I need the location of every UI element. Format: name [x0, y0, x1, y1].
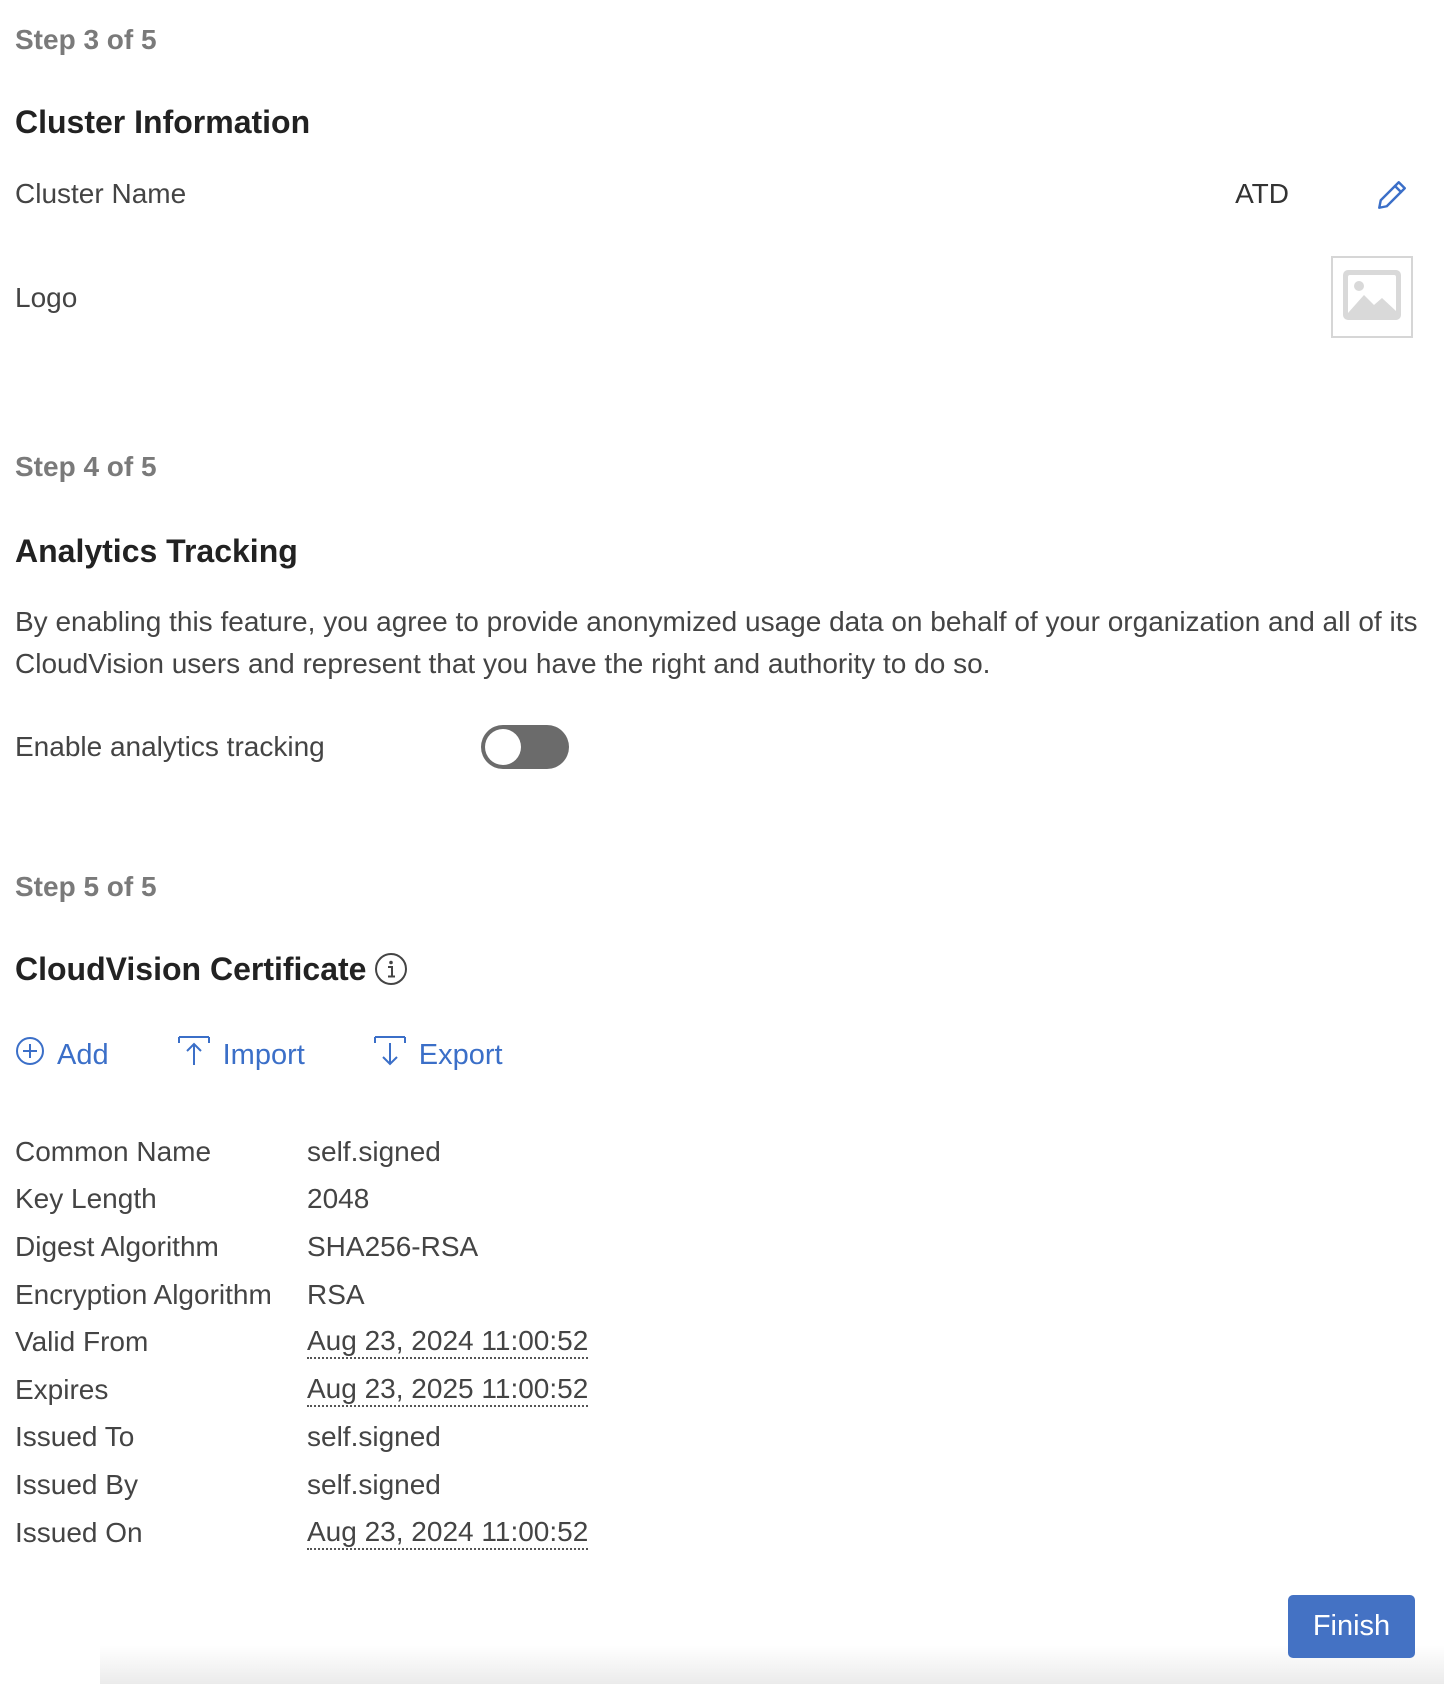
- cluster-name-value: ATD: [1235, 178, 1289, 209]
- cert-key: Key Length: [15, 1183, 157, 1215]
- cert-date-value[interactable]: Aug 23, 2024 11:00:52: [307, 1516, 588, 1550]
- cert-key: Digest Algorithm: [15, 1230, 219, 1262]
- cert-key: Encryption Algorithm: [15, 1278, 272, 1310]
- import-label: Import: [222, 1038, 305, 1071]
- cert-value: SHA256-RSA: [307, 1230, 479, 1262]
- cert-row-issued-on: [15, 1509, 588, 1557]
- export-certificate-button[interactable]: [373, 1035, 503, 1075]
- cert-key: Issued By: [15, 1468, 138, 1500]
- logo-label: Logo: [15, 282, 78, 313]
- pencil-icon[interactable]: [1374, 177, 1410, 213]
- cert-row-issued-by: [15, 1461, 588, 1509]
- cluster-information-title: Cluster Information: [15, 104, 311, 140]
- cert-value: self.signed: [307, 1468, 441, 1500]
- footer-shadow: [100, 1645, 1444, 1684]
- analytics-description: By enabling this feature, you agree to provide anonymized usage data on behalf of your organization and all of its CloudVision users and represent that you have the right and authority to do so.: [15, 606, 1418, 679]
- cert-key: Expires: [15, 1373, 109, 1405]
- upload-icon: [177, 1035, 223, 1075]
- add-certificate-button[interactable]: [15, 1036, 109, 1074]
- cert-row-key-length: [15, 1176, 588, 1224]
- export-label: Export: [418, 1038, 503, 1071]
- cloudvision-certificate-title: CloudVision Certificate: [15, 949, 408, 989]
- info-icon[interactable]: [374, 952, 408, 986]
- cert-date-value[interactable]: Aug 23, 2024 11:00:52: [307, 1325, 588, 1359]
- step-5-label: Step 5 of 5: [15, 871, 157, 902]
- cert-value: self.signed: [307, 1135, 441, 1167]
- cert-date-value[interactable]: Aug 23, 2025 11:00:52: [307, 1373, 588, 1407]
- analytics-toggle-label: Enable analytics tracking: [15, 731, 325, 762]
- cert-row-common-name: [15, 1128, 588, 1176]
- cert-value: RSA: [307, 1278, 365, 1310]
- cluster-name-label: Cluster Name: [15, 178, 187, 209]
- cert-row-valid-from: [15, 1318, 588, 1366]
- certificate-details: [15, 1128, 588, 1556]
- cert-key: Issued On: [15, 1516, 143, 1548]
- finish-button[interactable]: Finish: [1288, 1595, 1415, 1658]
- download-icon: [373, 1035, 419, 1075]
- analytics-tracking-title: Analytics Tracking: [15, 533, 298, 569]
- cert-row-issued-to: [15, 1414, 588, 1462]
- logo-upload[interactable]: [1331, 256, 1413, 338]
- cert-key: Issued To: [15, 1421, 135, 1453]
- cert-row-encryption-algorithm: [15, 1271, 588, 1319]
- analytics-tracking-toggle[interactable]: [481, 725, 569, 769]
- toggle-knob: [485, 729, 521, 765]
- cert-row-expires: [15, 1366, 588, 1414]
- step-3-label: Step 3 of 5: [15, 24, 157, 55]
- cert-key: Common Name: [15, 1135, 212, 1167]
- cert-key: Valid From: [15, 1326, 149, 1358]
- step-4-label: Step 4 of 5: [15, 451, 157, 482]
- cert-value: self.signed: [307, 1421, 441, 1453]
- certificate-actions: [15, 1035, 571, 1075]
- cert-value: 2048: [307, 1183, 370, 1215]
- add-label: Add: [57, 1038, 109, 1071]
- import-certificate-button[interactable]: [177, 1035, 305, 1075]
- cert-row-digest-algorithm: [15, 1223, 588, 1271]
- image-placeholder-icon: [1342, 269, 1402, 326]
- plus-circle-icon: [15, 1036, 57, 1074]
